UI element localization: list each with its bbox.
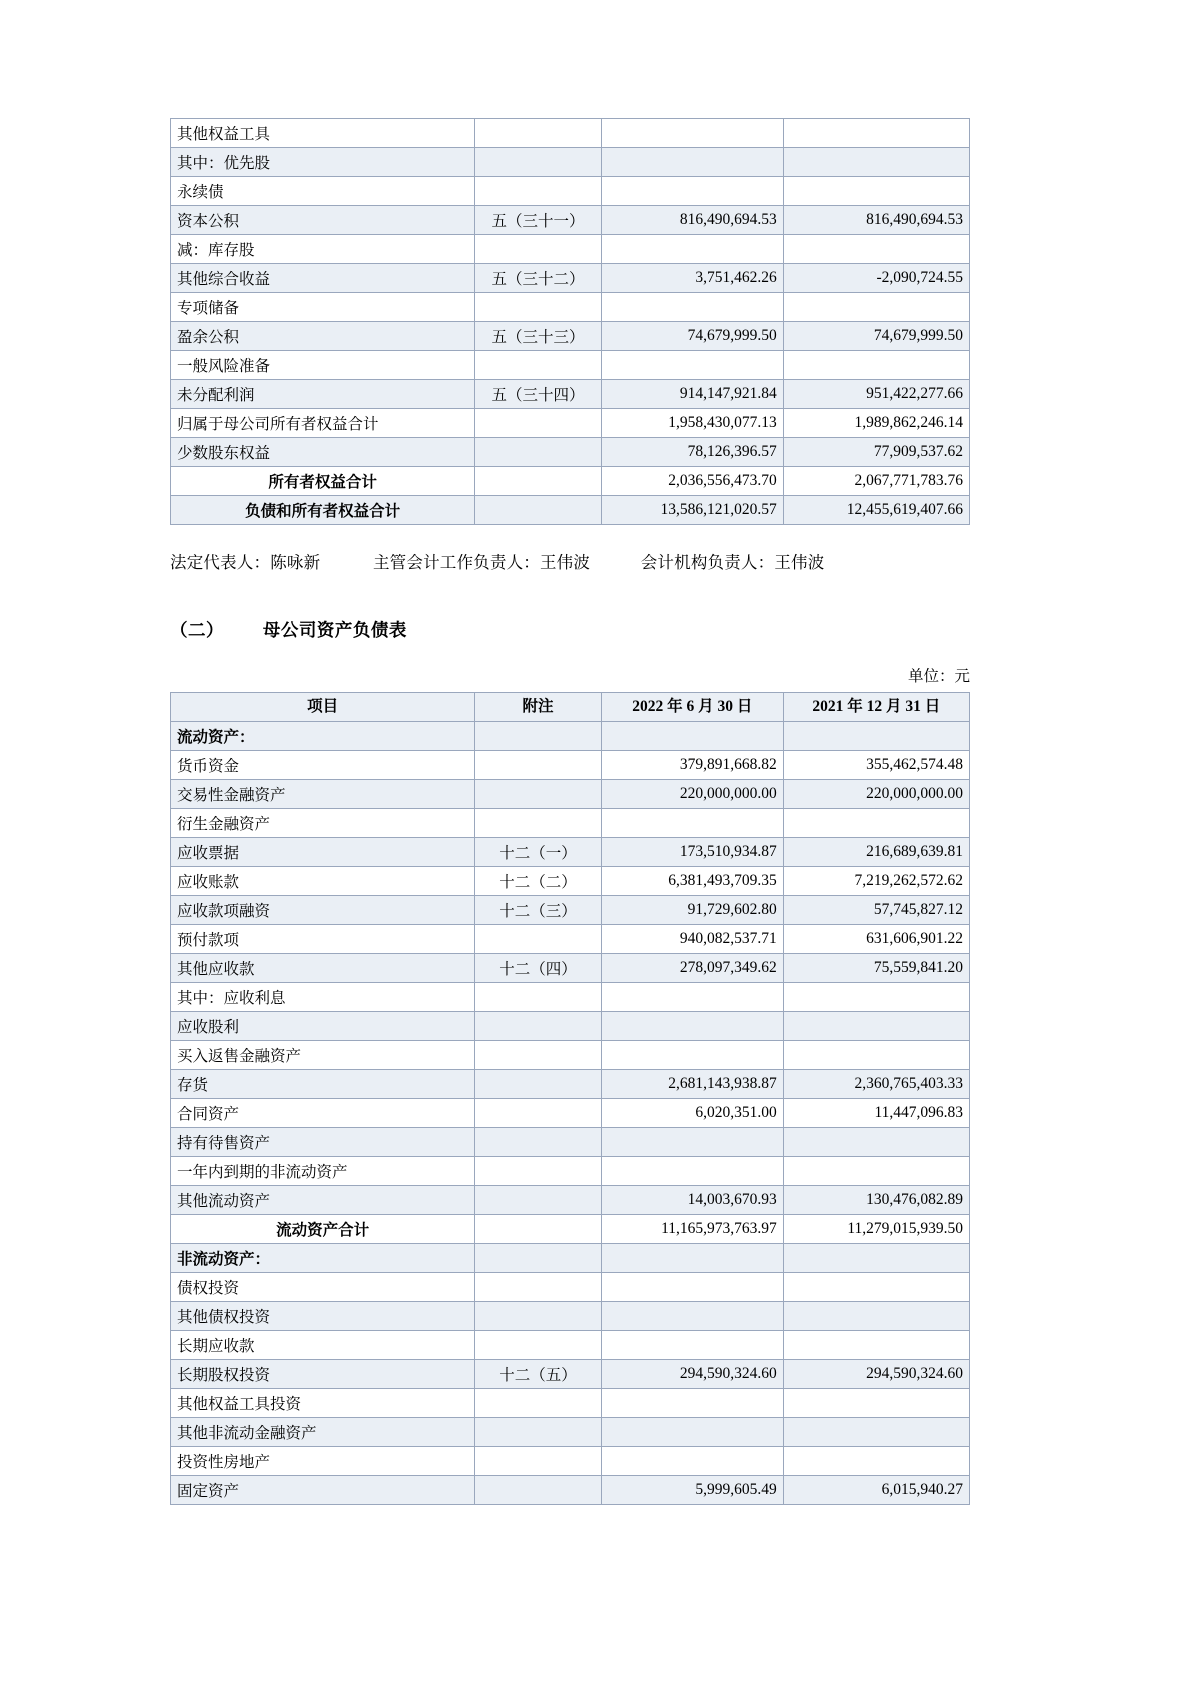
row-note bbox=[475, 467, 602, 496]
row-item-label: 一般风险准备 bbox=[171, 351, 475, 380]
row-note bbox=[475, 177, 602, 206]
row-item-label: 一年内到期的非流动资产 bbox=[171, 1157, 475, 1186]
row-value-current: 940,082,537.71 bbox=[601, 925, 783, 954]
row-note bbox=[475, 119, 602, 148]
row-value-previous bbox=[783, 1041, 969, 1070]
row-value-current: 78,126,396.57 bbox=[601, 438, 783, 467]
row-value-current bbox=[601, 983, 783, 1012]
row-value-current bbox=[601, 1012, 783, 1041]
row-value-previous bbox=[783, 1012, 969, 1041]
row-value-current bbox=[601, 1273, 783, 1302]
row-item-label: 交易性金融资产 bbox=[171, 780, 475, 809]
row-item-label: 债权投资 bbox=[171, 1273, 475, 1302]
row-value-current: 6,020,351.00 bbox=[601, 1099, 783, 1128]
row-note bbox=[475, 1128, 602, 1157]
table-row bbox=[171, 1012, 970, 1041]
row-value-current: 74,679,999.50 bbox=[601, 322, 783, 351]
row-item-label: 其他应收款 bbox=[171, 954, 475, 983]
row-note: 十二（五） bbox=[475, 1360, 602, 1389]
row-note bbox=[475, 1099, 602, 1128]
table-row bbox=[171, 1215, 970, 1244]
row-value-current: 5,999,605.49 bbox=[601, 1476, 783, 1505]
section-title-text: 母公司资产负债表 bbox=[262, 620, 407, 640]
row-item-label: 应收票据 bbox=[171, 838, 475, 867]
row-item-label: 其中：优先股 bbox=[171, 148, 475, 177]
table-row bbox=[171, 751, 970, 780]
row-item-label: 负债和所有者权益合计 bbox=[171, 496, 475, 525]
row-item-label: 合同资产 bbox=[171, 1099, 475, 1128]
row-note bbox=[475, 780, 602, 809]
row-value-current: 2,681,143,938.87 bbox=[601, 1070, 783, 1099]
table-row bbox=[171, 264, 970, 293]
row-note bbox=[475, 722, 602, 751]
row-item-label: 货币资金 bbox=[171, 751, 475, 780]
row-value-previous: 7,219,262,572.62 bbox=[783, 867, 969, 896]
table-row bbox=[171, 1302, 970, 1331]
row-value-current: 91,729,602.80 bbox=[601, 896, 783, 925]
parent-balance-sheet-table bbox=[170, 692, 970, 1505]
row-value-current bbox=[601, 293, 783, 322]
row-value-previous: 816,490,694.53 bbox=[783, 206, 969, 235]
table-header-row bbox=[171, 693, 970, 722]
row-item-label: 应收账款 bbox=[171, 867, 475, 896]
row-value-current bbox=[601, 1128, 783, 1157]
table-row bbox=[171, 148, 970, 177]
row-item-label: 归属于母公司所有者权益合计 bbox=[171, 409, 475, 438]
table-row bbox=[171, 867, 970, 896]
row-value-current: 3,751,462.26 bbox=[601, 264, 783, 293]
row-note bbox=[475, 1070, 602, 1099]
row-value-current: 278,097,349.62 bbox=[601, 954, 783, 983]
row-note: 十二（四） bbox=[475, 954, 602, 983]
row-value-current bbox=[601, 351, 783, 380]
row-value-previous: 6,015,940.27 bbox=[783, 1476, 969, 1505]
row-note bbox=[475, 1331, 602, 1360]
row-item-label: 永续债 bbox=[171, 177, 475, 206]
row-value-previous: 2,067,771,783.76 bbox=[783, 467, 969, 496]
row-item-label: 预付款项 bbox=[171, 925, 475, 954]
row-value-previous bbox=[783, 1418, 969, 1447]
row-item-label: 持有待售资产 bbox=[171, 1128, 475, 1157]
row-value-current bbox=[601, 1302, 783, 1331]
section-number: （二） bbox=[170, 620, 224, 640]
row-value-current bbox=[601, 1447, 783, 1476]
row-item-label: 所有者权益合计 bbox=[171, 467, 475, 496]
row-note bbox=[475, 1186, 602, 1215]
row-value-current bbox=[601, 1418, 783, 1447]
row-note bbox=[475, 1041, 602, 1070]
table-row bbox=[171, 293, 970, 322]
table-row bbox=[171, 1070, 970, 1099]
row-value-previous bbox=[783, 1157, 969, 1186]
row-note bbox=[475, 983, 602, 1012]
row-value-previous: 355,462,574.48 bbox=[783, 751, 969, 780]
row-value-previous: 11,279,015,939.50 bbox=[783, 1215, 969, 1244]
row-note bbox=[475, 148, 602, 177]
row-note: 十二（三） bbox=[475, 896, 602, 925]
table-row bbox=[171, 722, 970, 751]
row-value-previous: 951,422,277.66 bbox=[783, 380, 969, 409]
table-row bbox=[171, 1041, 970, 1070]
table-row bbox=[171, 177, 970, 206]
row-value-current: 2,036,556,473.70 bbox=[601, 467, 783, 496]
row-item-label: 减：库存股 bbox=[171, 235, 475, 264]
row-item-label: 长期应收款 bbox=[171, 1331, 475, 1360]
table-row bbox=[171, 780, 970, 809]
row-item-label: 其他综合收益 bbox=[171, 264, 475, 293]
row-note: 十二（二） bbox=[475, 867, 602, 896]
row-item-label: 其中：应收利息 bbox=[171, 983, 475, 1012]
row-item-label: 应收股利 bbox=[171, 1012, 475, 1041]
row-item-label: 其他债权投资 bbox=[171, 1302, 475, 1331]
table-row bbox=[171, 1418, 970, 1447]
signature-line bbox=[170, 549, 1074, 573]
row-value-current: 173,510,934.87 bbox=[601, 838, 783, 867]
row-value-previous bbox=[783, 809, 969, 838]
row-value-current bbox=[601, 809, 783, 838]
table-row bbox=[171, 1128, 970, 1157]
row-value-current: 6,381,493,709.35 bbox=[601, 867, 783, 896]
row-value-previous: 130,476,082.89 bbox=[783, 1186, 969, 1215]
table-row bbox=[171, 983, 970, 1012]
row-note bbox=[475, 809, 602, 838]
table-row bbox=[171, 409, 970, 438]
table-row bbox=[171, 1476, 970, 1505]
row-value-current: 914,147,921.84 bbox=[601, 380, 783, 409]
row-value-previous bbox=[783, 1447, 969, 1476]
row-value-current: 13,586,121,020.57 bbox=[601, 496, 783, 525]
row-value-previous bbox=[783, 1331, 969, 1360]
table-row bbox=[171, 809, 970, 838]
table-row bbox=[171, 322, 970, 351]
header-period-current: 2022 年 6 月 30 日 bbox=[601, 693, 783, 722]
row-note: 五（三十一） bbox=[475, 206, 602, 235]
header-item: 项目 bbox=[171, 693, 475, 722]
table-row bbox=[171, 1186, 970, 1215]
row-value-previous: 77,909,537.62 bbox=[783, 438, 969, 467]
row-value-current bbox=[601, 119, 783, 148]
table-row bbox=[171, 119, 970, 148]
row-value-current: 220,000,000.00 bbox=[601, 780, 783, 809]
table-row bbox=[171, 438, 970, 467]
table-row bbox=[171, 838, 970, 867]
legal-representative: 法定代表人：陈咏新 bbox=[170, 553, 321, 572]
row-value-previous bbox=[783, 1389, 969, 1418]
row-value-current: 379,891,668.82 bbox=[601, 751, 783, 780]
row-value-current bbox=[601, 177, 783, 206]
row-value-current: 1,958,430,077.13 bbox=[601, 409, 783, 438]
row-note bbox=[475, 925, 602, 954]
row-value-previous bbox=[783, 1273, 969, 1302]
row-item-label: 固定资产 bbox=[171, 1476, 475, 1505]
table-row bbox=[171, 1447, 970, 1476]
row-item-label: 未分配利润 bbox=[171, 380, 475, 409]
table-row bbox=[171, 206, 970, 235]
table-row bbox=[171, 235, 970, 264]
row-value-previous bbox=[783, 983, 969, 1012]
row-note bbox=[475, 1476, 602, 1505]
table-row bbox=[171, 1360, 970, 1389]
row-value-current: 816,490,694.53 bbox=[601, 206, 783, 235]
row-note bbox=[475, 235, 602, 264]
row-value-previous bbox=[783, 293, 969, 322]
table-row bbox=[171, 1389, 970, 1418]
row-value-previous: 631,606,901.22 bbox=[783, 925, 969, 954]
row-note bbox=[475, 1215, 602, 1244]
table-row bbox=[171, 1157, 970, 1186]
row-item-label: 应收款项融资 bbox=[171, 896, 475, 925]
row-note: 十二（一） bbox=[475, 838, 602, 867]
row-value-previous: 216,689,639.81 bbox=[783, 838, 969, 867]
row-value-previous bbox=[783, 119, 969, 148]
row-value-previous: 74,679,999.50 bbox=[783, 322, 969, 351]
row-value-previous: 294,590,324.60 bbox=[783, 1360, 969, 1389]
accounting-organization-head: 会计机构负责人：王伟波 bbox=[640, 553, 825, 572]
row-item-label: 非流动资产： bbox=[171, 1244, 475, 1273]
row-item-label: 流动资产合计 bbox=[171, 1215, 475, 1244]
row-value-previous bbox=[783, 1302, 969, 1331]
row-note bbox=[475, 1012, 602, 1041]
table-row bbox=[171, 351, 970, 380]
table-row bbox=[171, 467, 970, 496]
row-note: 五（三十二） bbox=[475, 264, 602, 293]
section-heading bbox=[170, 617, 1074, 642]
row-value-previous bbox=[783, 1128, 969, 1157]
row-note bbox=[475, 1244, 602, 1273]
row-value-current bbox=[601, 1389, 783, 1418]
row-value-previous: 11,447,096.83 bbox=[783, 1099, 969, 1128]
row-item-label: 其他非流动金融资产 bbox=[171, 1418, 475, 1447]
row-note: 五（三十三） bbox=[475, 322, 602, 351]
row-item-label: 其他权益工具投资 bbox=[171, 1389, 475, 1418]
row-item-label: 存货 bbox=[171, 1070, 475, 1099]
row-value-previous bbox=[783, 722, 969, 751]
row-value-current bbox=[601, 722, 783, 751]
row-item-label: 专项储备 bbox=[171, 293, 475, 322]
equity-liabilities-table bbox=[170, 118, 970, 525]
row-value-current bbox=[601, 1244, 783, 1273]
row-item-label: 买入返售金融资产 bbox=[171, 1041, 475, 1070]
row-value-previous: 12,455,619,407.66 bbox=[783, 496, 969, 525]
row-note bbox=[475, 1389, 602, 1418]
row-item-label: 长期股权投资 bbox=[171, 1360, 475, 1389]
table-row bbox=[171, 1244, 970, 1273]
header-period-previous: 2021 年 12 月 31 日 bbox=[783, 693, 969, 722]
row-note bbox=[475, 351, 602, 380]
table-row bbox=[171, 1331, 970, 1360]
table-row bbox=[171, 954, 970, 983]
row-note bbox=[475, 1302, 602, 1331]
row-item-label: 少数股东权益 bbox=[171, 438, 475, 467]
row-value-current bbox=[601, 1331, 783, 1360]
row-value-previous: 75,559,841.20 bbox=[783, 954, 969, 983]
row-item-label: 其他流动资产 bbox=[171, 1186, 475, 1215]
row-value-previous: 57,745,827.12 bbox=[783, 896, 969, 925]
row-note bbox=[475, 1418, 602, 1447]
row-value-current: 14,003,670.93 bbox=[601, 1186, 783, 1215]
row-value-previous: 2,360,765,403.33 bbox=[783, 1070, 969, 1099]
row-note: 五（三十四） bbox=[475, 380, 602, 409]
row-item-label: 投资性房地产 bbox=[171, 1447, 475, 1476]
accounting-head: 主管会计工作负责人：王伟波 bbox=[372, 553, 591, 572]
row-value-current bbox=[601, 1041, 783, 1070]
row-item-label: 衍生金融资产 bbox=[171, 809, 475, 838]
table-row bbox=[171, 380, 970, 409]
row-note bbox=[475, 409, 602, 438]
header-note: 附注 bbox=[475, 693, 602, 722]
row-value-current: 11,165,973,763.97 bbox=[601, 1215, 783, 1244]
table-row bbox=[171, 496, 970, 525]
row-note bbox=[475, 293, 602, 322]
row-value-current: 294,590,324.60 bbox=[601, 1360, 783, 1389]
row-value-current bbox=[601, 1157, 783, 1186]
row-value-previous bbox=[783, 235, 969, 264]
table-row bbox=[171, 1273, 970, 1302]
row-item-label: 盈余公积 bbox=[171, 322, 475, 351]
row-value-current bbox=[601, 235, 783, 264]
table-row bbox=[171, 896, 970, 925]
row-note bbox=[475, 1157, 602, 1186]
row-value-previous bbox=[783, 351, 969, 380]
row-note bbox=[475, 1447, 602, 1476]
unit-label: 单位：元 bbox=[907, 668, 970, 685]
row-value-previous bbox=[783, 1244, 969, 1273]
row-value-previous bbox=[783, 148, 969, 177]
row-value-previous: 1,989,862,246.14 bbox=[783, 409, 969, 438]
row-note bbox=[475, 496, 602, 525]
row-note bbox=[475, 438, 602, 467]
row-note bbox=[475, 1273, 602, 1302]
row-item-label: 其他权益工具 bbox=[171, 119, 475, 148]
row-value-previous: -2,090,724.55 bbox=[783, 264, 969, 293]
row-value-current bbox=[601, 148, 783, 177]
row-item-label: 资本公积 bbox=[171, 206, 475, 235]
row-value-previous: 220,000,000.00 bbox=[783, 780, 969, 809]
row-item-label: 流动资产： bbox=[171, 722, 475, 751]
table-row bbox=[171, 1099, 970, 1128]
table-row bbox=[171, 925, 970, 954]
row-value-previous bbox=[783, 177, 969, 206]
row-note bbox=[475, 751, 602, 780]
